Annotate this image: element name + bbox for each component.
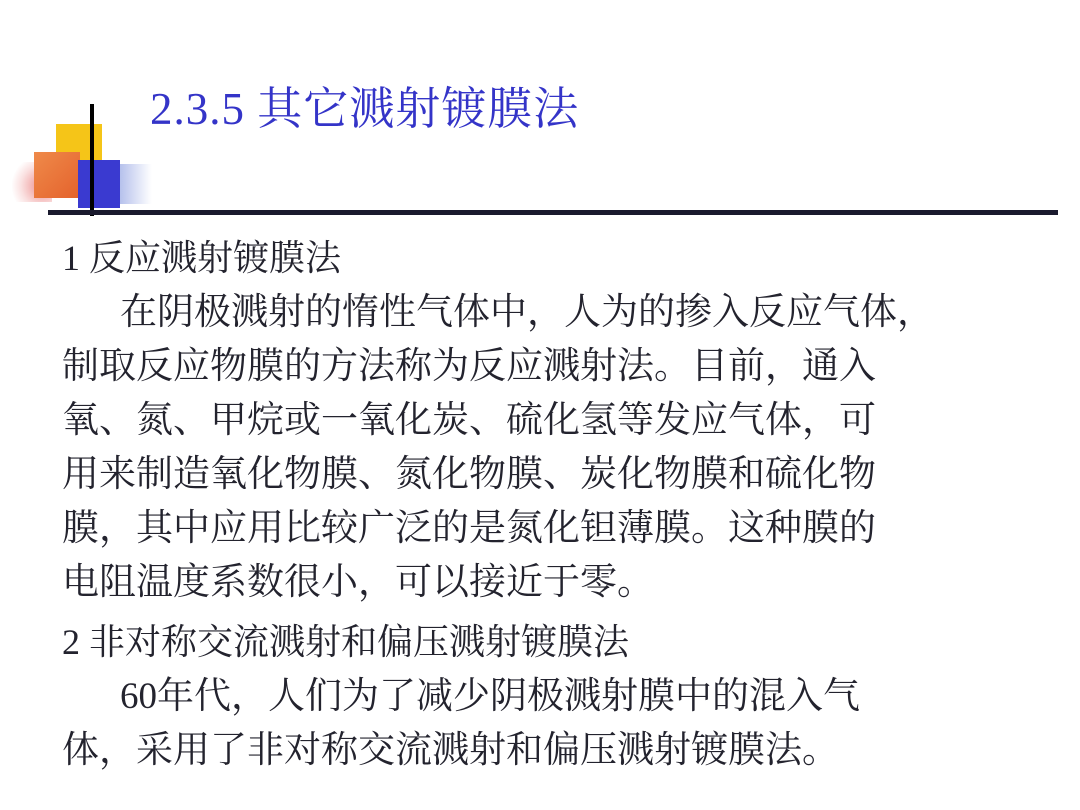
section-1-line-3: 氧、氮、甲烷或一氧化炭、硫化氢等发应气体，可 (62, 400, 876, 441)
blue-square-icon (78, 160, 120, 208)
section-1-line-4: 用来制造氧化物膜、氮化物膜、炭化物膜和硫化物 (62, 454, 876, 495)
slide-body (62, 230, 1027, 778)
section-2-line-1-text: 60年代，人们为了减少阴极溅射膜中的混入气 (120, 676, 860, 717)
section-2-heading: 2 非对称交流溅射和偏压溅射镀膜法 (62, 622, 630, 662)
title-divider (48, 210, 1058, 215)
decorative-square-cluster (12, 118, 162, 233)
section-1-line-1-text: 在阴极溅射的惰性气体中，人为的掺入反应气体， (120, 292, 934, 333)
section-1-line-6: 电阻温度系数很小，可以接近于零。 (62, 562, 654, 603)
orange-square-icon (34, 152, 80, 198)
section-1-line-2: 制取反应物膜的方法称为反应溅射法。目前，通入 (62, 346, 876, 387)
section-2-line-1 (62, 670, 1027, 724)
section-1-line-5: 膜，其中应用比较广泛的是氮化钽薄膜。这种膜的 (62, 508, 876, 549)
section-1-line-1 (62, 286, 1027, 340)
vertical-rule-icon (90, 104, 94, 216)
section-2-line-2: 体，采用了非对称交流溅射和偏压溅射镀膜法。 (62, 730, 839, 771)
slide-title: 2.3.5 其它溅射镀膜法 (150, 84, 580, 134)
section-1-heading: 1 反应溅射镀膜法 (62, 238, 342, 278)
